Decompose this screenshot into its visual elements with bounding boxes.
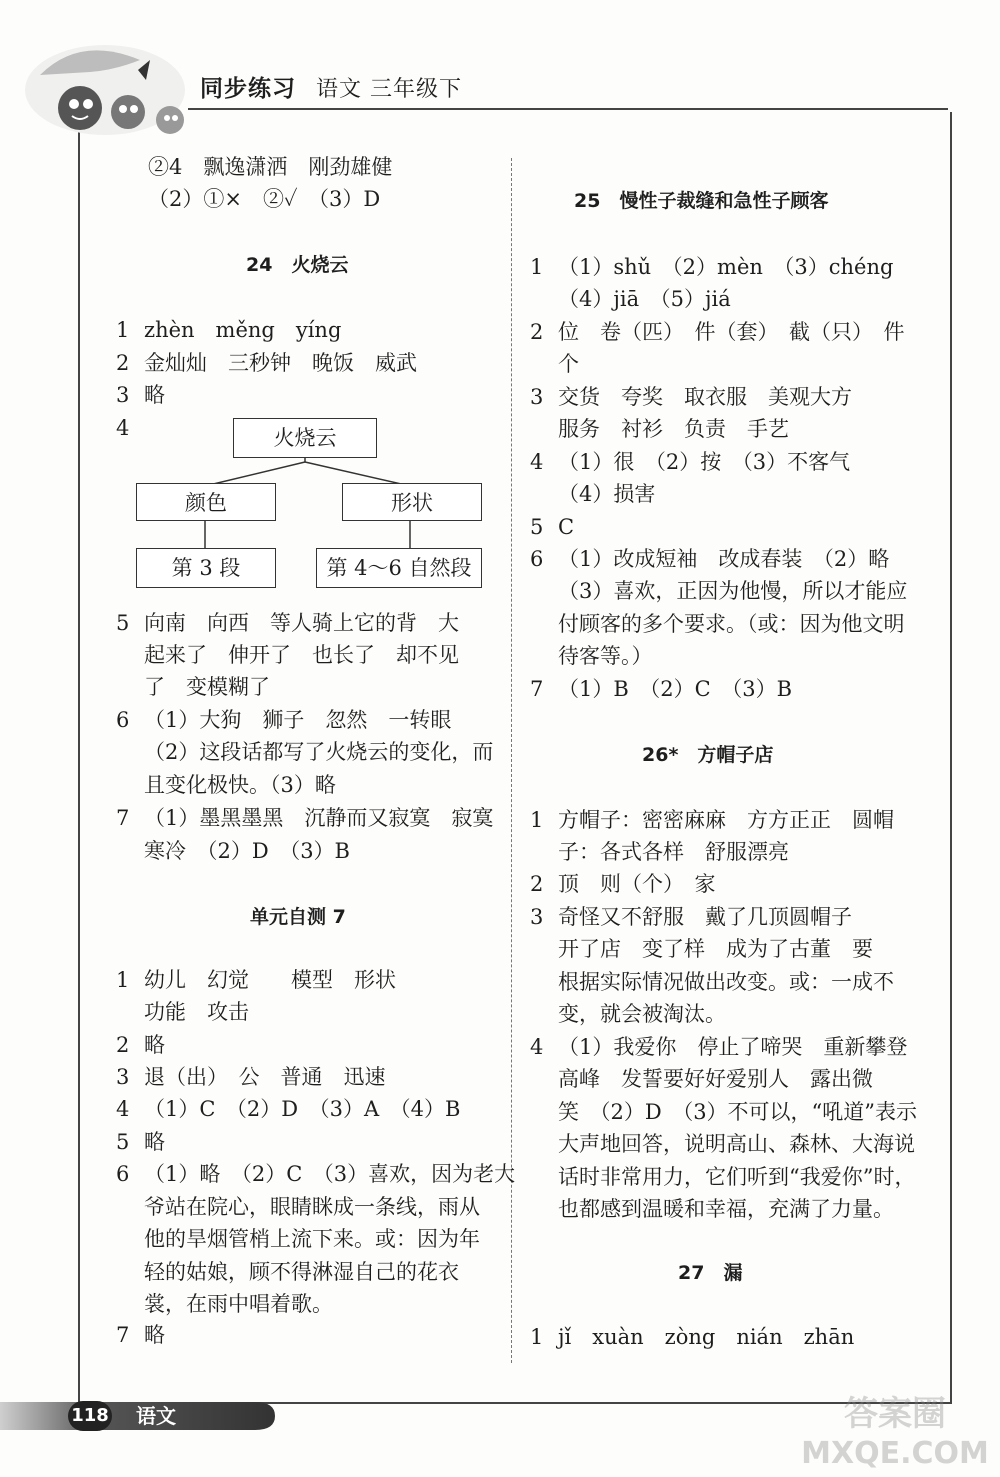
answer-item (116, 1289, 333, 1319)
answer-item (116, 965, 396, 995)
answer-item (530, 576, 907, 606)
answer-item (530, 1129, 915, 1159)
section-title-unit7: 单元自测 7 (250, 906, 346, 928)
item-text: 个 (558, 352, 579, 376)
item-number: 6 (116, 1162, 130, 1186)
item-text: 也都感到温暖和幸福，充满了力量。 (558, 1197, 894, 1221)
item-number: 2 (530, 320, 544, 344)
answer-item (116, 803, 493, 833)
item-text: 幼儿 幻觉 模型 形状 (144, 968, 396, 992)
answer-item (530, 967, 894, 997)
answer-item (530, 414, 789, 444)
answer-item (116, 737, 493, 767)
subject-label: 语文 (316, 77, 363, 102)
item-number: 7 (530, 677, 544, 701)
item-text: C (558, 515, 575, 539)
answer-item (530, 674, 792, 704)
item-text: 付顾客的多个要求。（或：因为他文明 (558, 612, 905, 636)
answer-item (530, 317, 905, 347)
item-text: （1）略 （2）C （3）喜欢，因为老大 (144, 1162, 516, 1186)
answer-item (116, 315, 341, 345)
page-header (200, 70, 462, 103)
item-text: 退（出） 公 普通 迅速 (144, 1065, 386, 1089)
footer-subject: 语文 (136, 1404, 176, 1428)
item-text: 他的旱烟管梢上流下来。或：因为年 (144, 1227, 480, 1251)
item-number: 3 (116, 1065, 130, 1089)
item-text: （1）很 （2）按 （3）不客气 (558, 450, 851, 474)
answer-item (116, 348, 417, 378)
item-text: 了 变模糊了 (144, 675, 270, 699)
item-text: 根据实际情况做出改变。或：一成不 (558, 970, 894, 994)
answer-item (530, 544, 889, 574)
item-text: 略 (144, 383, 165, 407)
item-number: 2 (116, 351, 130, 375)
item-number: 7 (116, 1323, 130, 1347)
item-text: 高峰 发誓要好好爱别人 露出微 (558, 1067, 873, 1091)
item-text: （1）shǔ （2）mèn （3）chéng (558, 255, 894, 279)
item-text: 轻的姑娘，顾不得淋湿自己的花衣 (144, 1260, 459, 1284)
item-text: 大声地回答，说明高山、森林、大海说 (558, 1132, 915, 1156)
answer-item (530, 1064, 873, 1094)
answer-item (116, 1257, 459, 1287)
page-number: 118 (68, 1401, 112, 1431)
answer-item (530, 1162, 915, 1192)
item-number: 2 (116, 1033, 130, 1057)
item-text: 略 (144, 1033, 165, 1057)
item-number: 5 (116, 1130, 130, 1154)
header-rule (188, 108, 948, 110)
item-number: 1 (116, 318, 130, 342)
item-text: （3）喜欢，正因为他慢，所以才能应 (558, 579, 908, 603)
grade-label: 三年级下 (370, 77, 463, 102)
item-number: 1 (530, 1325, 544, 1349)
answer-item (530, 609, 905, 639)
answer-item (530, 805, 894, 835)
item-text: 方帽子：密密麻麻 方方正正 圆帽 (558, 808, 894, 832)
item-text: （1）我爱你 停止了啼哭 重新攀登 (558, 1035, 908, 1059)
item-text: （1）C （2）D （3）A （4）B (144, 1097, 461, 1121)
item-text: 变，就会被淘汰。 (558, 1002, 726, 1026)
item-text: 金灿灿 三秒钟 晚饭 威武 (144, 351, 417, 375)
item-number: 4 (530, 450, 544, 474)
answer-item (116, 1159, 515, 1189)
answer-item (116, 608, 459, 638)
item-number: 7 (116, 806, 130, 830)
item-text: 爷站在院心，眼睛眯成一条线，雨从 (144, 1195, 480, 1219)
item-number: 3 (530, 905, 544, 929)
section-title-24: 24 火烧云 (246, 254, 349, 276)
item-text: （1）B （2）C （3）B (558, 677, 793, 701)
answer-item (530, 447, 850, 477)
diagram-branch-color: 颜色 (136, 483, 276, 521)
item-number: 1 (530, 808, 544, 832)
item-text: 起来了 伸开了 也长了 却不见 (144, 643, 459, 667)
item-text: 功能 攻击 (144, 1000, 249, 1024)
cartoon-logo-icon (20, 30, 190, 140)
item-text: 交货 夸奖 取衣服 美观大方 (558, 385, 852, 409)
diagram-root-node: 火烧云 (233, 418, 377, 458)
item-number: 2 (530, 872, 544, 896)
item-number: 4 (116, 416, 130, 440)
section-title-27: 27 漏 (678, 1262, 743, 1284)
item-text: （1）改成短袖 改成春装 （2）略 (558, 547, 890, 571)
item-text: 开了店 变了样 成为了古董 要 (558, 937, 873, 961)
answer-item (116, 836, 350, 866)
answer-item (116, 380, 165, 410)
watermark-logo (800, 1385, 990, 1470)
item-text: 话时非常用力，它们听到“我爱你”时， (558, 1165, 916, 1189)
answer-item (116, 1094, 460, 1124)
answer-line: ②4 飘逸潇洒 刚劲雄健 (148, 155, 393, 179)
answer-item (116, 672, 270, 702)
item-text: 笑 （2）D （3）不可以，“吼道”表示 (558, 1100, 918, 1124)
item-text: （2）这段话都写了火烧云的变化，而 (144, 740, 494, 764)
answer-item (116, 413, 144, 443)
item-number: 3 (116, 383, 130, 407)
item-text: 顶 则（个） 家 (558, 872, 716, 896)
answer-item (530, 1194, 894, 1224)
item-text: （1）墨黑墨黑 沉静而又寂寞 寂寞 (144, 806, 494, 830)
series-title: 同步练习 (200, 76, 296, 102)
item-text: 子：各式各样 舒服漂亮 (558, 840, 789, 864)
item-number: 5 (530, 515, 544, 539)
answer-item (530, 479, 655, 509)
diagram-leaf-paragraph-4-6: 第 4～6 自然段 (316, 548, 482, 588)
item-number: 4 (116, 1097, 130, 1121)
answer-item (116, 1062, 386, 1092)
item-text: jǐ xuàn zòng nián zhān (558, 1325, 855, 1349)
answer-item (530, 999, 726, 1029)
answer-item (116, 1127, 165, 1157)
item-number: 4 (530, 1035, 544, 1059)
answer-item (530, 284, 731, 314)
answer-item (116, 1192, 480, 1222)
answer-item (530, 1032, 907, 1062)
item-number: 1 (530, 255, 544, 279)
item-text: 略 (144, 1130, 165, 1154)
answer-item (530, 1322, 854, 1352)
item-text: 且变化极快。（3）略 (144, 773, 336, 797)
answer-item (530, 382, 852, 412)
item-text: 寒冷 （2）D （3）B (144, 839, 350, 863)
item-number: 3 (530, 385, 544, 409)
item-text: 待客等。） (558, 644, 653, 668)
answer-item (116, 1320, 165, 1350)
item-text: （4）损害 (558, 482, 656, 506)
answer-item (116, 705, 451, 735)
diagram-branch-shape: 形状 (342, 483, 482, 521)
item-number: 5 (116, 611, 130, 635)
diagram-leaf-paragraph-3: 第 3 段 (136, 548, 276, 588)
item-number: 6 (530, 547, 544, 571)
answer-item (116, 640, 459, 670)
item-number: 6 (116, 708, 130, 732)
answer-item (530, 641, 653, 671)
watermark-domain: MXQE.COM (801, 1436, 989, 1470)
item-text: （4）jiā （5）jiá (558, 287, 731, 311)
answer-item (530, 902, 852, 932)
item-text: 略 (144, 1323, 165, 1347)
answer-item (530, 512, 574, 542)
answer-line: （2）①× ②✓ （3）D (148, 187, 381, 211)
answer-item (530, 349, 579, 379)
section-title-25: 25 慢性子裁缝和急性子顾客 (574, 190, 829, 212)
item-text: （1）大狗 狮子 忽然 一转眼 (144, 708, 452, 732)
item-text: 奇怪又不舒服 戴了几顶圆帽子 (558, 905, 852, 929)
answer-item (530, 869, 716, 899)
item-text: 裳，在雨中唱着歌。 (144, 1292, 333, 1316)
item-text: 服务 衬衫 负责 手艺 (558, 417, 789, 441)
answer-item (530, 1097, 917, 1127)
answer-item (116, 997, 249, 1027)
section-title-26: 26* 方帽子店 (642, 744, 774, 766)
item-text: 向南 向西 等人骑上它的背 大 (144, 611, 459, 635)
answer-item (116, 1224, 480, 1254)
answer-item (530, 252, 893, 282)
answer-item (530, 934, 873, 964)
watermark-text: 答案圈 (844, 1394, 946, 1434)
item-text: zhèn měng yíng (144, 318, 342, 342)
answer-item (116, 770, 336, 800)
answer-item (116, 1030, 165, 1060)
item-text: 位 卷（匹） 件（套） 截（只） 件 (558, 320, 905, 344)
item-number: 1 (116, 968, 130, 992)
answer-item (530, 837, 789, 867)
